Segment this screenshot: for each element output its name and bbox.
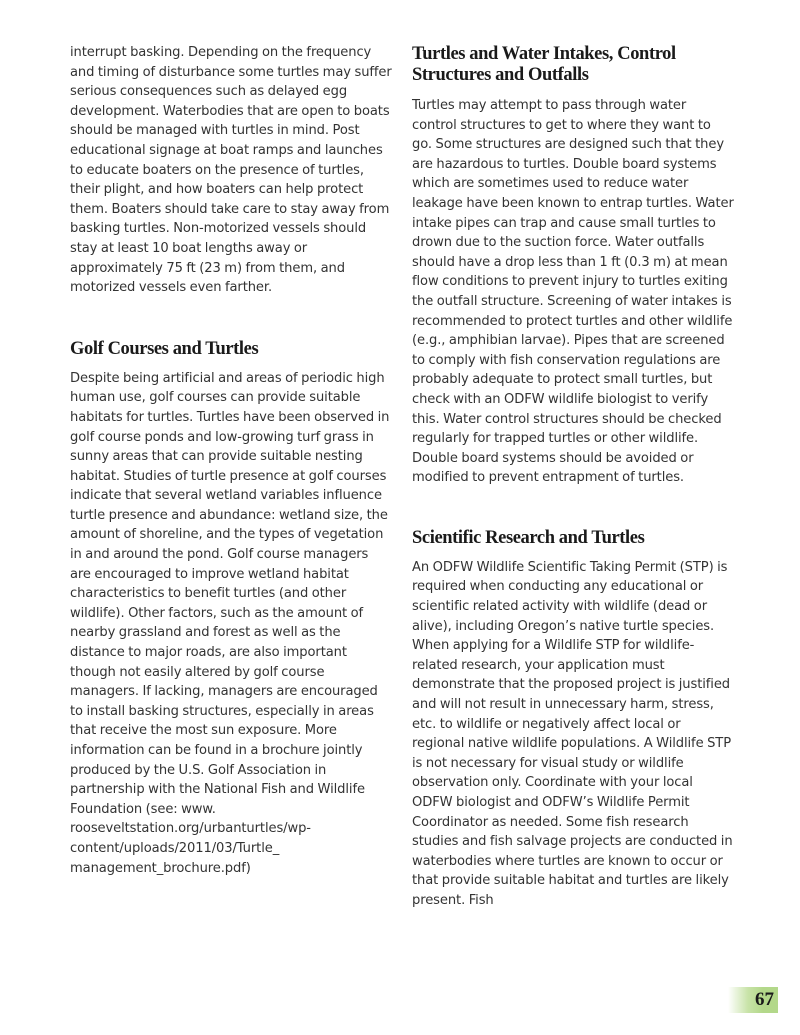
water-intakes-heading: Turtles and Water Intakes, Control Structures and Outfalls — [412, 44, 676, 85]
scientific-research-heading: Scientific Research and Turtles — [412, 527, 645, 548]
intro-paragraph: interrupt basking. Depending on the frequency and timing of disturbance some turtles may suffer serious consequences such as delayed egg development. Waterbodies that are open to boats should be managed with turtles in mind. Post educational signage at boat ramps and launches to educate boaters on the presence of turtles, their plight, and how boaters can help protect them. Boaters should take care to stay away from basking turtles. Non-motorized vessels should stay at least 10 boat lengths away or approximately 75 ft (23 m) from them, and motorized vessels even farther. — [70, 45, 392, 296]
golf-courses-paragraph: Despite being artificial and areas of periodic high human use, golf courses can provide suitable habitats for turtles. Turtles have been observed in golf course ponds and low-growing turf grass in sunny areas that can provide suitable nesting habitat. Studies of turtle presence at golf courses indicate that several wetland variables influence turtle presence and abundance: wetland size, the amount of shoreline, and the types of vegetation in and around the pond. Golf course managers are encouraged to improve wetland habitat characteristics to benefit turtles (and other wildlife). Other factors, such as the amount of nearby grassland and forest as well as the distance to major roads, are also important though not easily altered by golf course managers. If lacking, managers are encouraged to install basking structures, especially in areas that receive the most sun exposure. More information can be found in a brochure jointly produced by the U.S. Golf Association in partnership with the National Fish and Wildlife Foundation (see: www. rooseveltstation.org/urbanturtles/wp-content/uploads/2011/03/Turtle_ management_brochure.pdf) — [70, 370, 390, 876]
golf-courses-heading: Golf Courses and Turtles — [70, 338, 259, 359]
page-number-badge — [728, 987, 778, 1013]
right-column — [412, 43, 734, 911]
page-number: 67 — [755, 989, 774, 1010]
scientific-research-paragraph: An ODFW Wildlife Scientific Taking Permit (STP) is required when conducting any educational or scientific related activity with wildlife (dead or alive), including Oregon’s native turtle species. When applying for a Wildlife STP for wildlife-related research, your application must demonstrate that the proposed project is justified and will not result in unnecessary harm, stress, etc. to wildlife or negatively affect local or regional native wildlife populations. A Wildlife STP is not necessary for visual study or wildlife observation only. Coordinate with your local ODFW biologist and ODFW’s Wildlife Permit Coordinator as needed. Some fish research studies and fish salvage projects are conducted in waterbodies where turtles are known to occur or that provide suitable habitat and turtles are likely present. Fish — [412, 559, 733, 908]
left-column — [70, 43, 392, 878]
water-intakes-paragraph: Turtles may attempt to pass through water control structures to get to where they want to go. Some structures are designed such that they are hazardous to turtles. Double board systems which are sometimes used to reduce water leakage have been known to entrap turtles. Water intake pipes can trap and cause small turtles to drown due to the suction force. Water outfalls should have a drop less than 1 ft (0.3 m) at mean flow conditions to prevent injury to turtles exiting the outfall structure. Screening of water intakes is recommended to protect turtles and other wildlife (e.g., amphibian larvae). Pipes that are screened to comply with fish conservation regulations are probably adequate to protect small turtles, but check with an ODFW wildlife biologist to verify this. Water control structures should be checked regularly for trapped turtles or other wildlife. Double board systems should be avoided or modified to prevent entrapment of turtles. — [412, 98, 734, 486]
